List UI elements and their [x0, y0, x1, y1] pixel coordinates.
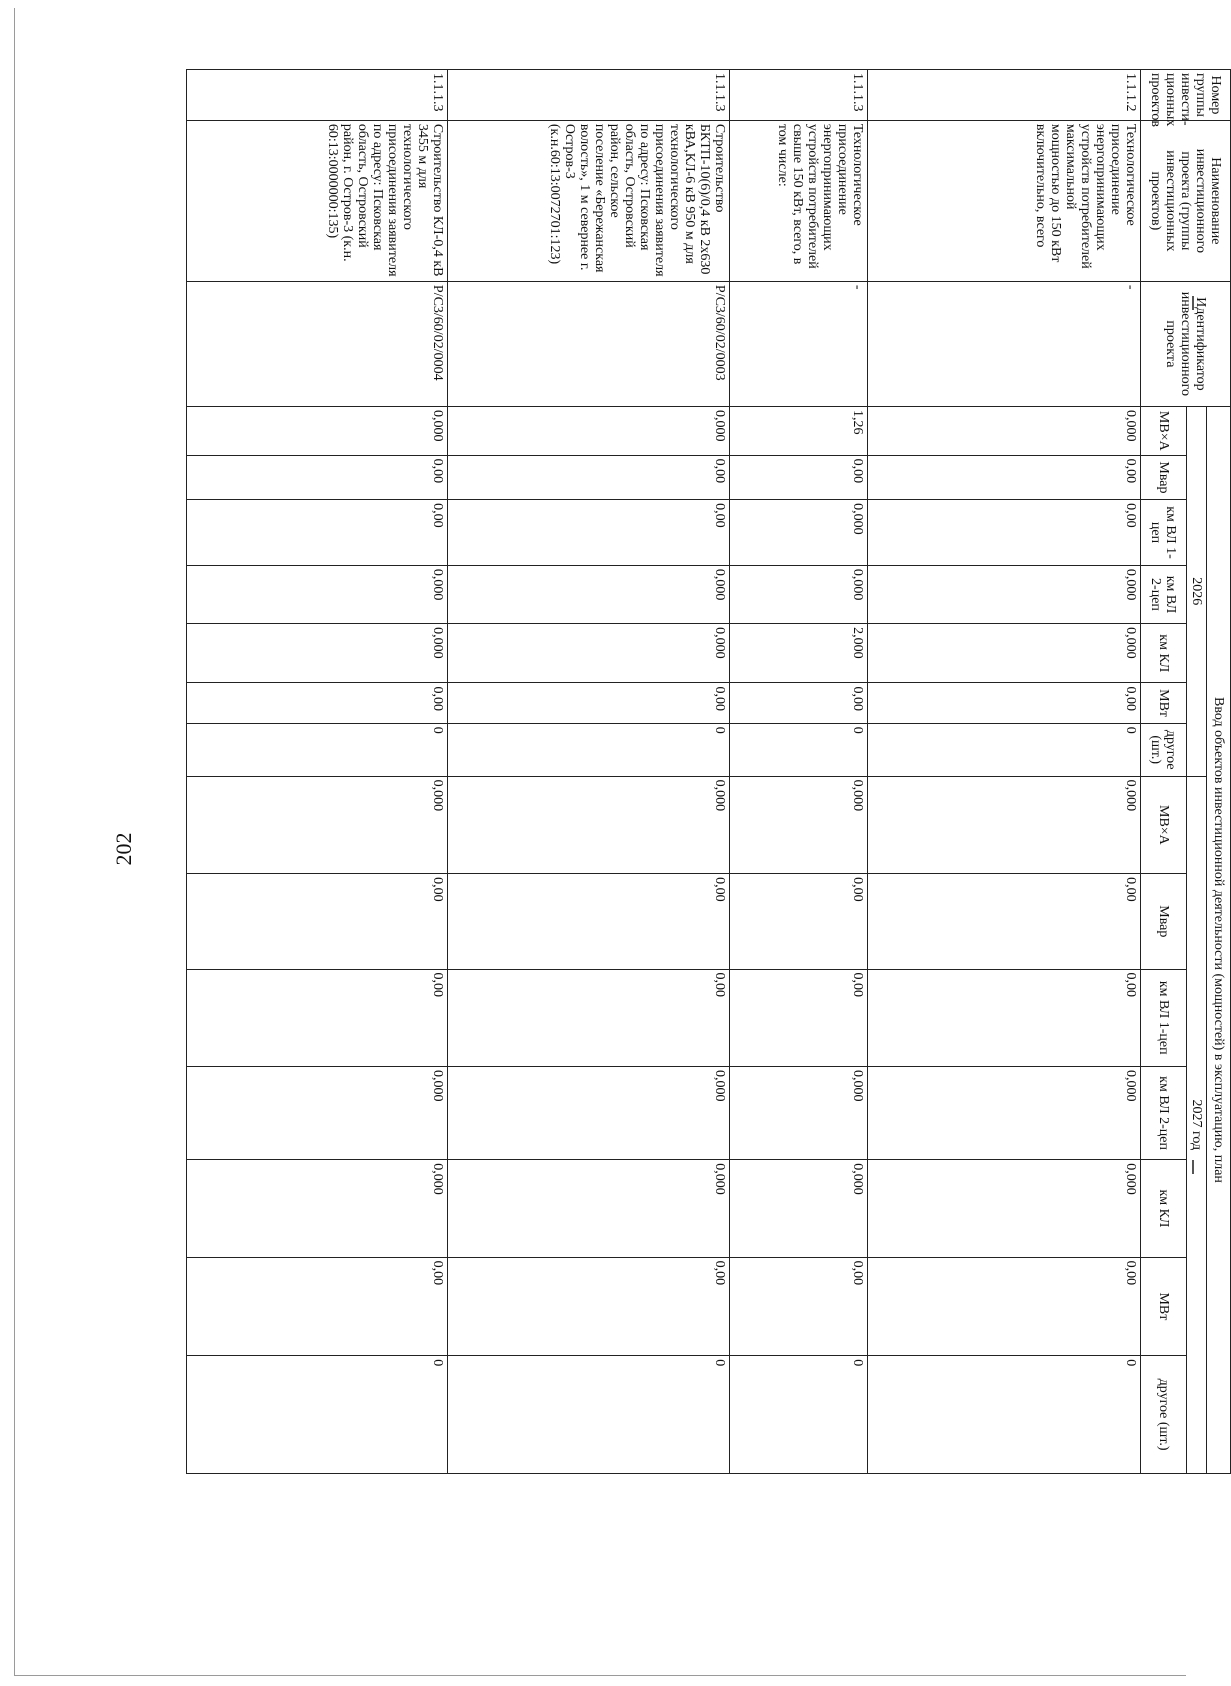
header-year-2026: 2026 — [1187, 406, 1207, 776]
cell-2026-vl2: 0,000 — [448, 565, 730, 623]
cell-2026-other: 0 — [867, 723, 1140, 776]
cell-2027-mw: 0,00 — [867, 1257, 1140, 1356]
header-identifier: Идентификатор инвестиционного проекта — [1141, 281, 1231, 406]
cell-2026-mw: 0,00 — [448, 683, 730, 723]
row-identifier: - — [730, 281, 867, 406]
page-number: 202 — [111, 832, 136, 866]
cell-2027-vl1: 0,00 — [448, 969, 730, 1066]
cell-2026-kl: 0,000 — [448, 624, 730, 683]
cell-2026-other: 0 — [448, 723, 730, 776]
table-row — [187, 70, 448, 1474]
cell-2026-vl2: 0,000 — [730, 565, 867, 623]
header-number: Номер группы инвести-ционных проектов — [1141, 70, 1231, 121]
cell-2026-mw: 0,00 — [867, 683, 1140, 723]
row-identifier: P/C3/60/02/0004 — [187, 281, 448, 406]
table-row — [730, 70, 867, 1474]
header-2026-other: другое (шт.) — [1141, 723, 1187, 776]
cell-2026-other: 0 — [730, 723, 867, 776]
cell-2026-mva: 0,000 — [867, 406, 1140, 455]
cell-2026-kl: 0,000 — [867, 624, 1140, 683]
cell-2027-vl2: 0,000 — [730, 1066, 867, 1159]
header-year-2027: 2027 год — [1187, 776, 1207, 1473]
row-name: Строительство БКТП-10(6)/0,4 кВ 2х630 кВА,КЛ-6 кВ 950 м для технологического присоединения заявителя по адресу: Псковская область, Островский район, сельское поселение «Бережанская волость», 1 м севернее г. Остров-3 (к.н.60:13:0072701:123) — [448, 120, 730, 281]
cell-2026-kl: 0,000 — [187, 624, 448, 683]
table-row — [867, 70, 1140, 1474]
cell-2027-mw: 0,00 — [730, 1257, 867, 1356]
cell-2027-mw: 0,00 — [187, 1257, 448, 1356]
row-number: 1.1.1.3 — [730, 70, 867, 121]
cell-2026-mvar: 0,00 — [730, 455, 867, 500]
investment-table — [186, 69, 1231, 1474]
cell-2026-other: 0 — [187, 723, 448, 776]
header-group-title: Ввод объектов инвестиционной деятельности (мощностей) в эксплуатацию, план — [1207, 406, 1231, 1473]
row-identifier: - — [867, 281, 1140, 406]
header-2027-vl1: км ВЛ 1-цеп — [1141, 969, 1187, 1066]
cell-2027-kl: 0,000 — [730, 1160, 867, 1257]
header-2026-vl2: км ВЛ 2-цеп — [1141, 565, 1187, 623]
row-number: 1.1.1.3 — [187, 70, 448, 121]
cell-2027-mvar: 0,00 — [730, 874, 867, 969]
row-name: Строительство КЛ-0,4 кВ 3455 м для технологического присоединения заявителя по адресу: Псковская область, Островский район, г. Остров-3 (к.н. 60:13:0000000:135) — [187, 120, 448, 281]
row-identifier: P/C3/60/02/0003 — [448, 281, 730, 406]
cell-2027-vl2: 0,000 — [867, 1066, 1140, 1159]
cell-2026-mvar: 0,00 — [187, 455, 448, 500]
cell-2026-vl2: 0,000 — [187, 565, 448, 623]
cell-2026-vl1: 0,00 — [187, 500, 448, 566]
cell-2026-vl1: 0,000 — [730, 500, 867, 566]
cell-2027-other: 0 — [187, 1356, 448, 1474]
cell-2026-mva: 0,000 — [448, 406, 730, 455]
cell-2026-vl1: 0,00 — [867, 500, 1140, 566]
header-name: Наименование инвестиционного проекта (группы инвестиционных проектов) — [1141, 120, 1231, 281]
cell-2027-mvar: 0,00 — [867, 874, 1140, 969]
header-2026-kl: км КЛ — [1141, 624, 1187, 683]
table-row — [448, 70, 730, 1474]
cell-2027-vl2: 0,000 — [448, 1066, 730, 1159]
cell-2027-vl2: 0,000 — [187, 1066, 448, 1159]
cell-2026-mw: 0,00 — [187, 683, 448, 723]
cell-2027-mva: 0,000 — [867, 776, 1140, 873]
cell-2026-vl1: 0,00 — [448, 500, 730, 566]
cell-2026-mw: 0,00 — [730, 683, 867, 723]
rotated-table-wrapper — [0, 69, 1231, 1451]
header-2026-mvar: Мвар — [1141, 455, 1187, 500]
cell-2027-vl1: 0,00 — [187, 969, 448, 1066]
header-2026-vl1: км ВЛ 1-цеп — [1141, 500, 1187, 566]
row-name: Технологическое присоединение энергопринимающих устройств потребителей максимальной мощностью до 150 кВт включительно, всего — [867, 120, 1140, 281]
cell-2027-kl: 0,000 — [187, 1160, 448, 1257]
header-2026-mw: МВт — [1141, 683, 1187, 723]
cell-2027-other: 0 — [867, 1356, 1140, 1474]
header-2027-vl2: км ВЛ 2-цеп — [1141, 1066, 1187, 1159]
header-2027-other: другое (шт.) — [1141, 1356, 1187, 1474]
cell-2027-vl1: 0,00 — [730, 969, 867, 1066]
cell-2026-mva: 1,26 — [730, 406, 867, 455]
cell-2027-other: 0 — [730, 1356, 867, 1474]
cell-2026-mvar: 0,00 — [448, 455, 730, 500]
cell-2027-mva: 0,000 — [730, 776, 867, 873]
cell-2027-kl: 0,000 — [448, 1160, 730, 1257]
cell-2027-other: 0 — [448, 1356, 730, 1474]
row-name: Технологическое присоединение энергопринимающих устройств потребителей свыше 150 кВт, всего, в том числе: — [730, 120, 867, 281]
cell-2026-mvar: 0,00 — [867, 455, 1140, 500]
cell-2026-mva: 0,000 — [187, 406, 448, 455]
cell-2026-vl2: 0,000 — [867, 565, 1140, 623]
cell-2027-mvar: 0,00 — [448, 874, 730, 969]
cell-2027-mw: 0,00 — [448, 1257, 730, 1356]
cell-2027-mva: 0,000 — [187, 776, 448, 873]
cell-2027-mva: 0,000 — [448, 776, 730, 873]
header-2026-mva: МВ×А — [1141, 406, 1187, 455]
header-2027-mva: МВ×А — [1141, 776, 1187, 873]
cell-2026-kl: 2,000 — [730, 624, 867, 683]
header-2027-kl: км КЛ — [1141, 1160, 1187, 1257]
header-2027-mw: МВт — [1141, 1257, 1187, 1356]
cell-2027-kl: 0,000 — [867, 1160, 1140, 1257]
header-2027-mvar: Мвар — [1141, 874, 1187, 969]
cell-2027-mvar: 0,00 — [187, 874, 448, 969]
row-number: 1.1.1.3 — [448, 70, 730, 121]
row-number: 1.1.1.2 — [867, 70, 1140, 121]
cell-2027-vl1: 0,00 — [867, 969, 1140, 1066]
